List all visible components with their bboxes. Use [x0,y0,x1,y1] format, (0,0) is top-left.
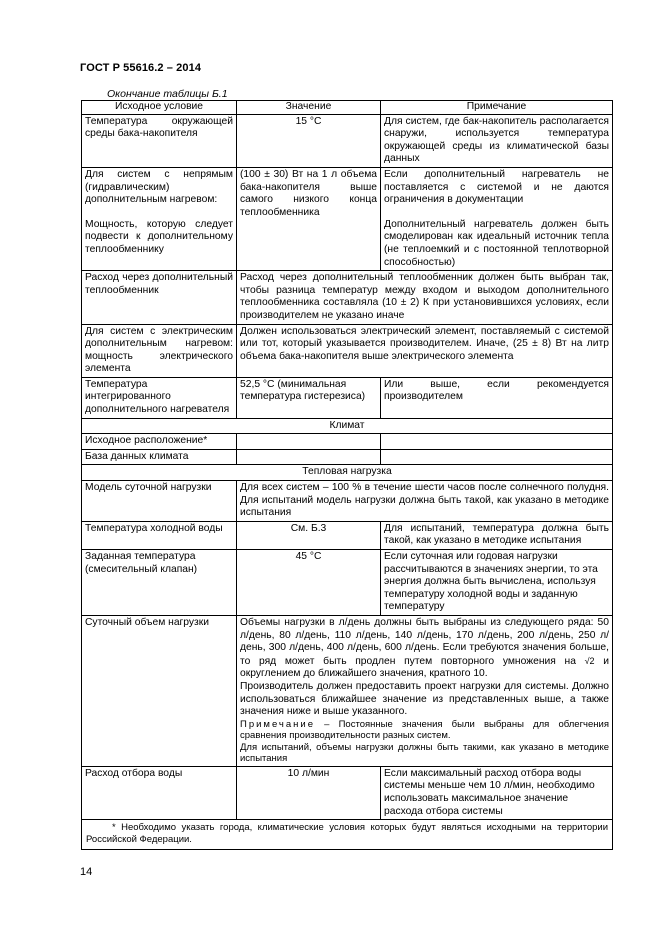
note-label: Примечание [240,718,315,730]
table-row [82,521,613,549]
row-condition: Расход отбора воды [82,766,237,819]
note-text: – Постоянные значения были выбраны для облегчения сравнения производительности разных систем. [240,718,609,742]
paragraph-text: и округлением до ближайшего значения, кратного 10. [240,655,609,680]
row-note: Если суточная или годовая нагрузки рассчитываются в значениях энергии, то эта энергия должна быть вычислена, используя температуру холодной воды и заданную температуру [381,550,613,616]
row-condition: Температура окружающей среды бака-накопителя [82,114,237,167]
table-row [82,481,613,522]
row-note-empty [381,449,613,465]
row-condition: Заданная температура (смесительный клапан) [82,550,237,616]
table-row [82,167,613,270]
paragraph: Производитель должен предоставить проект нагрузки для системы. Должно использоваться ближайшее значение из представленных выше, а также значения ниже и выше указанного. [240,680,609,718]
table-continuation-caption: Окончание таблицы Б.1 [107,88,228,100]
row-condition-part: Мощность, которую следует подвести к дополнительному теплообменнику [85,218,233,255]
section-row [82,418,613,434]
row-merged-value: Для всех систем – 100 % в течение шести часов после солнечного полудня. Для испытаний модель нагрузки должна быть такой, как указано в методике испытания [237,481,613,522]
header-value: Значение [237,101,381,115]
table-row [82,377,613,418]
row-merged-value: Расход через дополнительный теплообменник должен быть выбран так, чтобы разница температур между входом и выходом дополнительного теплообменника составляла (10 ± 2) К при установившихся условиях, если производителем не указано иначе [237,271,613,324]
page-number: 14 [80,866,93,878]
row-note-part: Если дополнительный нагреватель не поставляется с системой и не даются ограничения в документации [384,168,609,206]
paragraph: Для испытаний, объемы нагрузки должны быть такими, как указано в методике испытания [240,741,609,765]
row-condition: Температура холодной воды [82,521,237,549]
table-row [82,766,613,819]
row-condition: Модель суточной нагрузки [82,481,237,522]
radical-symbol: √2 [584,655,595,666]
paragraph-text: Объемы нагрузки в л/день должны быть выбраны из следующего ряда: 50 л/день, 80 л/день, 110 л/день, 140 л/день, 170 л/день, 200 л/день, 250 л/день, 300 л/день, 400 л/день, 600 л/день. Если требуются значения больше, то ряд может быть продлен путем повторного умножения на [240,616,609,667]
row-value: См. Б.3 [237,521,381,549]
row-condition: Для систем с электрическим дополнительным нагревом: мощность электрического элемента [82,324,237,377]
row-note: Для испытаний, температура должна быть такой, как указано в методике испытания [381,521,613,549]
row-condition [82,167,237,270]
row-note: Если максимальный расход отбора воды системы меньше чем 10 л/мин, необходимо использовать максимальное значение расхода отбора системы [381,766,613,819]
row-condition: Расход через дополнительный теплообменник [82,271,237,324]
table-row [82,324,613,377]
table-row [82,271,613,324]
row-note: Или выше, если рекомендуется производителем [381,377,613,418]
row-value: 10 л/мин [237,766,381,819]
table-row [82,550,613,616]
row-condition: Суточный объем нагрузки [82,615,237,766]
row-value: 15 °С [237,114,381,167]
section-row [82,465,613,481]
row-value-empty [237,434,381,450]
footnote-text: * Необходимо указать города, климатические условия которых будут являться исходными на территории Российской Федерации. [86,822,608,846]
table-row [82,615,613,766]
document-header: ГОСТ Р 55616.2 – 2014 [80,62,202,74]
row-condition: Температура интегрированного дополнительного нагревателя [82,377,237,418]
paragraph [240,617,609,681]
row-condition-part: Для систем с непрямым (гидравлическим) дополнительным нагревом: [85,168,233,206]
table-footnote [82,820,613,850]
row-merged-value [237,615,613,766]
row-value-empty [237,449,381,465]
row-note-empty [381,434,613,450]
section-title-climate: Климат [82,418,613,434]
row-value: 52,5 °С (минимальная температура гистерезиса) [237,377,381,418]
table-header-row [82,101,613,115]
table-row [82,114,613,167]
header-note: Примечание [381,101,613,115]
footnote-row [82,820,613,850]
table-row [82,449,613,465]
section-title-heat-load: Тепловая нагрузка [82,465,613,481]
table-note [240,719,609,742]
parameters-table [81,100,613,850]
row-condition: Исходное расположение* [82,434,237,450]
row-note: Для систем, где бак-накопитель располагается снаружи, используется температура окружающей среды из климатической базы данных [381,114,613,167]
row-value: (100 ± 30) Вт на 1 л объема бака-накопителя выше самого низкого конца теплообменника [237,167,381,270]
row-merged-value: Должен использоваться электрический элемент, поставляемый с системой или тот, который указывается производителем. Иначе, (25 ± 8) Вт на литр объема бака-накопителя выше электрического элемента [237,324,613,377]
header-condition: Исходное условие [82,101,237,115]
row-note-part: Дополнительный нагреватель должен быть смоделирован как идеальный источник тепла (не теплоемкий и с постоянной теплотворной способностью) [384,218,609,268]
row-value: 45 °С [237,550,381,616]
row-condition: База данных климата [82,449,237,465]
table-row [82,434,613,450]
row-note [381,167,613,270]
